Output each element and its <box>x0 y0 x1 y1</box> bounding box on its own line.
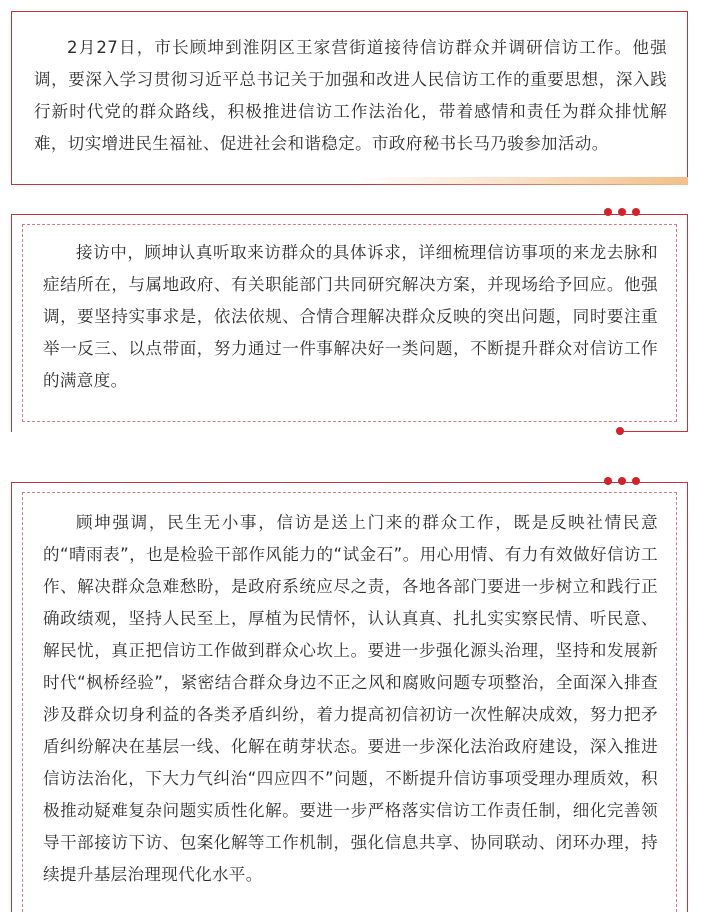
decorative-dots <box>604 208 640 216</box>
paragraph-reception: 接访中，顾坤认真听取来访群众的具体诉求，详细梳理信访事项的来龙去脉和症结所在，与属地政府、有关职能部门共同研究解决方案，并现场给予回应。他强调，要坚持实事求是，依法依规、合情合理解决群众反映的突出问题，同时要注重举一反三、以点带面，努力通过一件事解决好一类问题，不断提升群众对信访工作的满意度。 <box>43 243 658 390</box>
decorative-accent-bar <box>360 177 688 185</box>
decorative-dot <box>616 427 624 435</box>
paragraph-emphasis: 顾坤强调，民生无小事，信访是送上门来的群众工作，既是反映社情民意的“晴雨表”，也是检验干部作风能力的“试金石”。用心用情、有力有效做好信访工作、解决群众急难愁盼，是政府系统应尽之责，各地各部门要进一步树立和践行正确政绩观，坚持人民至上，厚植为民情怀，认认真真、扎扎实实察民情、听民意、解民忧，真正把信访工作做到群众心坎上。要进一步强化源头治理，坚持和发展新时代“枫桥经验”，紧密结合群众身边不正之风和腐败问题专项整治，全面深入排查涉及群众切身利益的各类矛盾纠纷，着力提高初信初访一次性解决成效，努力把矛盾纠纷解决在基层一线、化解在萌芽状态。要进一步深化法治政府建设，深入推进信访法治化，下大力气纠治“四应四不”问题，不断提升信访事项受理办理质效，积极推动疑难复杂问题实质性化解。要进一步严格落实信访工作责任制，细化完善领导干部接访下访、包案化解等工作机制，强化信息共享、协同联动、闭环办理，持续提升基层治理现代化水平。 <box>43 513 658 884</box>
decorative-dot <box>618 477 626 485</box>
paragraph-intro: 2月27日，市长顾坤到淮阴区王家营街道接待信访群众并调研信访工作。他强调，要深入学习贯彻习近平总书记关于加强和改进人民信访工作的重要思想，深入践行新时代党的群众路线，积极推进信访工作法治化，带着感情和责任为群众排忧解难，切实增进民生福祉、促进社会和谐稳定。市政府秘书长马乃骏参加活动。 <box>34 38 667 153</box>
decorative-dot <box>604 477 612 485</box>
decorative-dot <box>632 477 640 485</box>
decorative-dot <box>604 208 612 216</box>
intro-box <box>11 11 688 185</box>
decorative-dots <box>604 477 640 485</box>
decorative-line <box>620 431 688 432</box>
decorative-dot <box>632 208 640 216</box>
decorative-dot <box>618 208 626 216</box>
emphasis-box <box>22 492 677 912</box>
reception-box <box>22 224 677 422</box>
